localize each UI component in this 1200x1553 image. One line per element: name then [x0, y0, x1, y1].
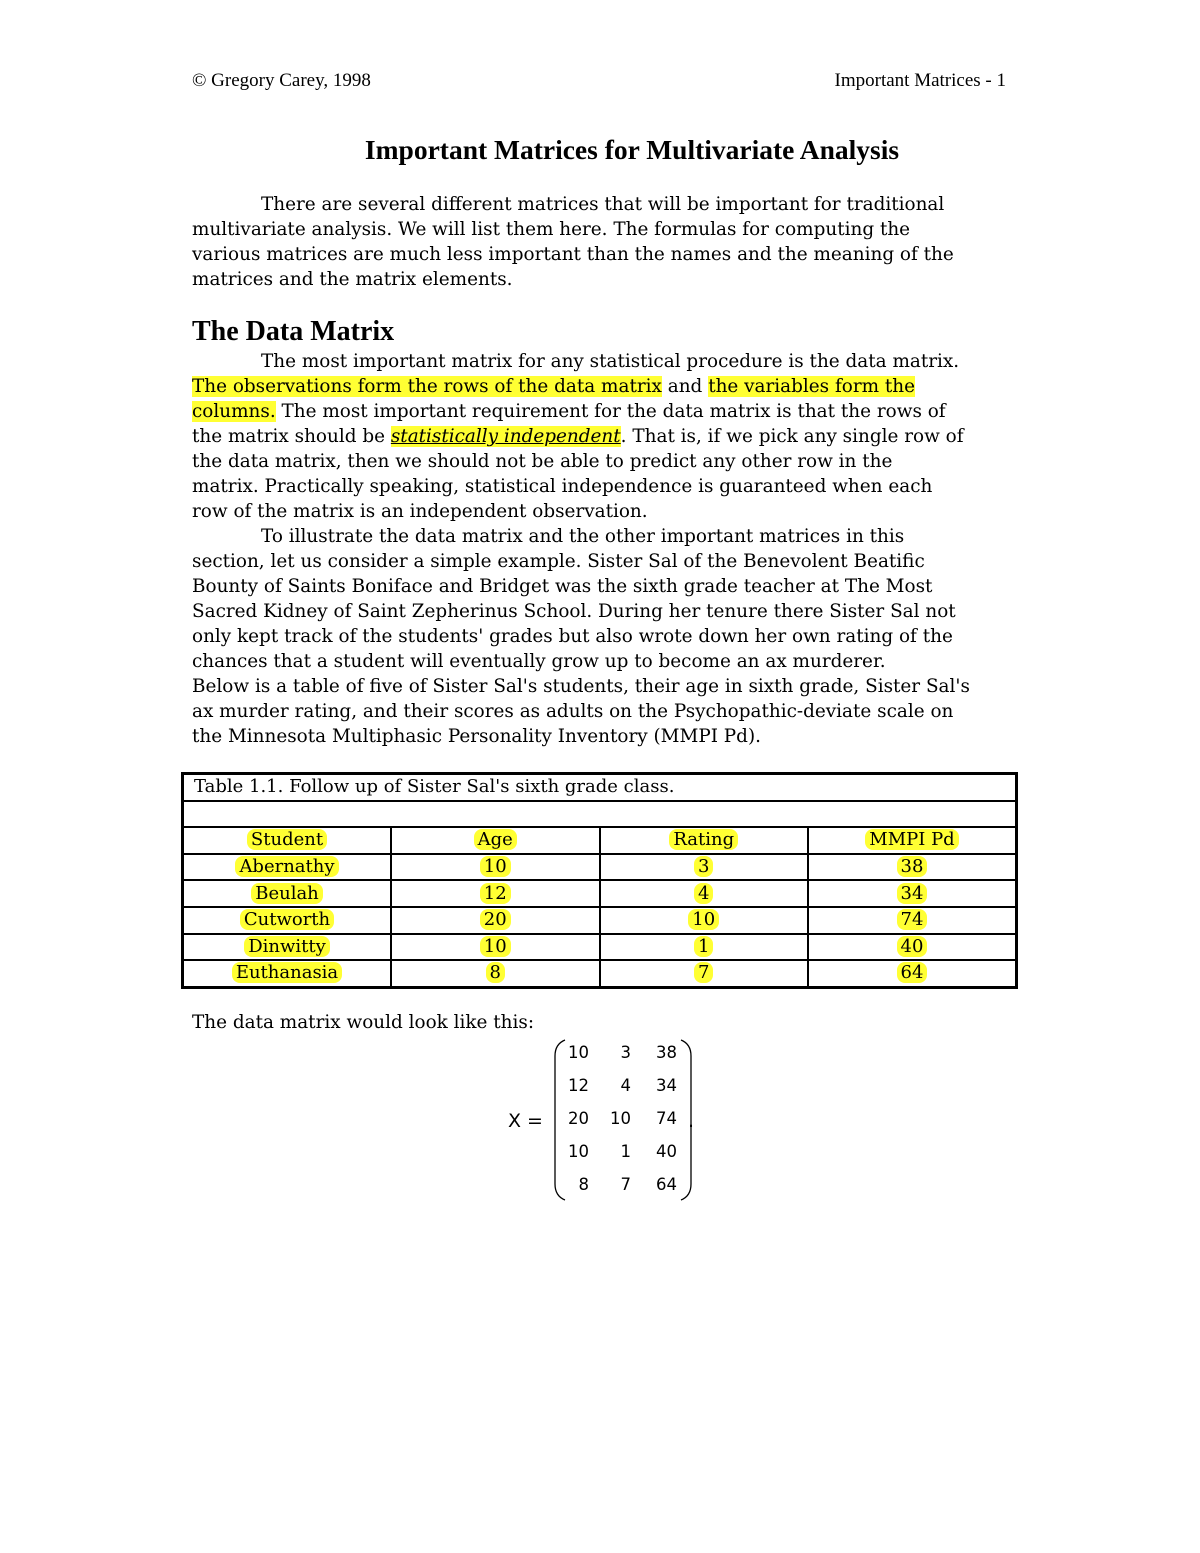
- paragraph-line: [192, 399, 1010, 424]
- column-header: [391, 827, 600, 854]
- paragraph-line: Sacred Kidney of Saint Zepherinus School. During her tenure there Sister Sal not: [192, 601, 956, 622]
- paragraph-line: [192, 424, 1010, 449]
- matrix-cell: 4: [620, 1076, 631, 1095]
- cell-value: 38: [897, 856, 928, 877]
- matrix-cell: 1: [620, 1142, 631, 1161]
- highlighted-text: the variables form the: [708, 376, 916, 397]
- cell-value: 4: [694, 883, 713, 904]
- students-table: [181, 772, 1018, 989]
- emphasized-highlighted-text: statistically independent: [390, 426, 621, 447]
- table-cell: [600, 907, 809, 934]
- plain-text: and: [661, 376, 709, 397]
- table-header-row: [183, 827, 1017, 854]
- plain-text: the matrix should be: [192, 426, 391, 447]
- cell-value: Cutworth: [240, 909, 334, 930]
- table-row: [183, 960, 1017, 987]
- paragraph-line: section, let us consider a simple example. Sister Sal of the Benevolent Beatific: [192, 551, 925, 572]
- data-matrix-paragraph: [192, 349, 1010, 524]
- column-header-label: Age: [474, 829, 517, 850]
- cell-value: 20: [480, 909, 511, 930]
- matrix-cell: 3: [620, 1043, 631, 1062]
- intro-line: There are several different matrices that will be important for traditional: [261, 194, 945, 215]
- table-cell: [600, 880, 809, 907]
- table-caption: Table 1.1. Follow up of Sister Sal's sixth grade class.: [183, 774, 1017, 801]
- header-copyright: © Gregory Carey, 1998: [192, 70, 371, 91]
- highlighted-text: The observations form the rows of the data matrix: [192, 376, 662, 397]
- cell-value: Beulah: [251, 883, 323, 904]
- table-spacer: [183, 801, 1017, 828]
- table-row: [183, 907, 1017, 934]
- table-cell: [183, 907, 392, 934]
- table-cell: [183, 960, 392, 987]
- column-header-label: MMPI Pd: [865, 829, 958, 850]
- matrix-label: X =: [508, 1110, 543, 1132]
- cell-value: 10: [480, 856, 511, 877]
- table-cell: [600, 934, 809, 961]
- matrix-cell: 20: [568, 1109, 589, 1128]
- matrix-cell: 38: [656, 1043, 677, 1062]
- paragraph-line: only kept track of the students' grades but also wrote down her own rating of the: [192, 626, 953, 647]
- matrix-intro-text: The data matrix would look like this:: [192, 1012, 535, 1033]
- matrix-cell: 64: [656, 1175, 677, 1194]
- matrix-trailing-period: .: [688, 1110, 695, 1132]
- paragraph-line: the data matrix, then we should not be able to predict any other row in the: [192, 451, 893, 472]
- paragraph-line: the Minnesota Multiphasic Personality Inventory (MMPI Pd).: [192, 726, 761, 747]
- matrix-cell: 74: [656, 1109, 677, 1128]
- matrix-cell: 34: [656, 1076, 677, 1095]
- paragraph-line: ax murder rating, and their scores as adults on the Psychopathic-deviate scale on: [192, 701, 954, 722]
- example-paragraph: [192, 524, 1010, 749]
- column-header: [808, 827, 1017, 854]
- table-cell: [808, 934, 1017, 961]
- table-cell: [183, 854, 392, 881]
- paragraph-line: The most important matrix for any statistical procedure is the data matrix.: [261, 351, 960, 372]
- table-cell: [391, 880, 600, 907]
- table-cell: [391, 854, 600, 881]
- intro-line: various matrices are much less important than the names and the meaning of the: [192, 244, 954, 265]
- matrix-body: [553, 1038, 693, 1202]
- table-row: [183, 854, 1017, 881]
- column-header: [600, 827, 809, 854]
- table-cell: [600, 854, 809, 881]
- cell-value: 34: [897, 883, 928, 904]
- cell-value: 74: [897, 909, 928, 930]
- table-row: [183, 880, 1017, 907]
- cell-value: 7: [694, 962, 713, 983]
- cell-value: 64: [897, 962, 928, 983]
- table-cell: [600, 960, 809, 987]
- matrix-cell: 10: [568, 1142, 589, 1161]
- cell-value: 40: [897, 936, 928, 957]
- intro-line: matrices and the matrix elements.: [192, 269, 513, 290]
- paragraph-line: row of the matrix is an independent observation.: [192, 501, 648, 522]
- paragraph-line: chances that a student will eventually grow up to become an ax murderer.: [192, 651, 886, 672]
- matrix-cell: 7: [620, 1175, 631, 1194]
- plain-text: The most important requirement for the data matrix is that the rows of: [275, 401, 946, 422]
- table-cell: [808, 907, 1017, 934]
- paragraph-line: [192, 374, 1010, 399]
- column-header: [183, 827, 392, 854]
- table-cell: [391, 960, 600, 987]
- document-title: Important Matrices for Multivariate Analysis: [364, 134, 900, 165]
- table-cell: [391, 907, 600, 934]
- plain-text: . That is, if we pick any single row of: [620, 426, 964, 447]
- table-cell: [391, 934, 600, 961]
- matrix-cell: 8: [578, 1175, 589, 1194]
- cell-value: 12: [480, 883, 511, 904]
- matrix-cell: 10: [610, 1109, 631, 1128]
- table-cell: [808, 880, 1017, 907]
- table-caption-row: [183, 774, 1017, 801]
- cell-value: 10: [480, 936, 511, 957]
- cell-value: 3: [694, 856, 713, 877]
- cell-value: 10: [688, 909, 719, 930]
- data-matrix-equation: [508, 1038, 708, 1208]
- paragraph-line: Bounty of Saints Boniface and Bridget was the sixth grade teacher at The Most: [192, 576, 933, 597]
- column-header-label: Rating: [669, 829, 738, 850]
- table-cell: [808, 854, 1017, 881]
- paragraph-line: Below is a table of five of Sister Sal's students, their age in sixth grade, Sister Sal's: [192, 676, 970, 697]
- cell-value: 8: [486, 962, 505, 983]
- intro-line: multivariate analysis. We will list them here. The formulas for computing the: [192, 219, 911, 240]
- table-spacer-row: [183, 801, 1017, 828]
- cell-value: Abernathy: [235, 856, 338, 877]
- header-page-label: Important Matrices - 1: [834, 70, 1006, 91]
- table-cell: [183, 934, 392, 961]
- paragraph-line: To illustrate the data matrix and the other important matrices in this: [261, 526, 905, 547]
- cell-value: Dinwitty: [244, 936, 330, 957]
- table-cell: [808, 960, 1017, 987]
- intro-paragraph: [192, 192, 1010, 292]
- section-heading: The Data Matrix: [192, 316, 395, 347]
- cell-value: 1: [694, 936, 713, 957]
- cell-value: Euthanasia: [232, 962, 342, 983]
- matrix-cell: 40: [656, 1142, 677, 1161]
- table-row: [183, 934, 1017, 961]
- matrix-cell: 10: [568, 1043, 589, 1062]
- table-cell: [183, 880, 392, 907]
- paragraph-line: matrix. Practically speaking, statistical independence is guaranteed when each: [192, 476, 933, 497]
- highlighted-text: columns.: [192, 401, 276, 422]
- column-header-label: Student: [247, 829, 327, 850]
- matrix-cell: 12: [568, 1076, 589, 1095]
